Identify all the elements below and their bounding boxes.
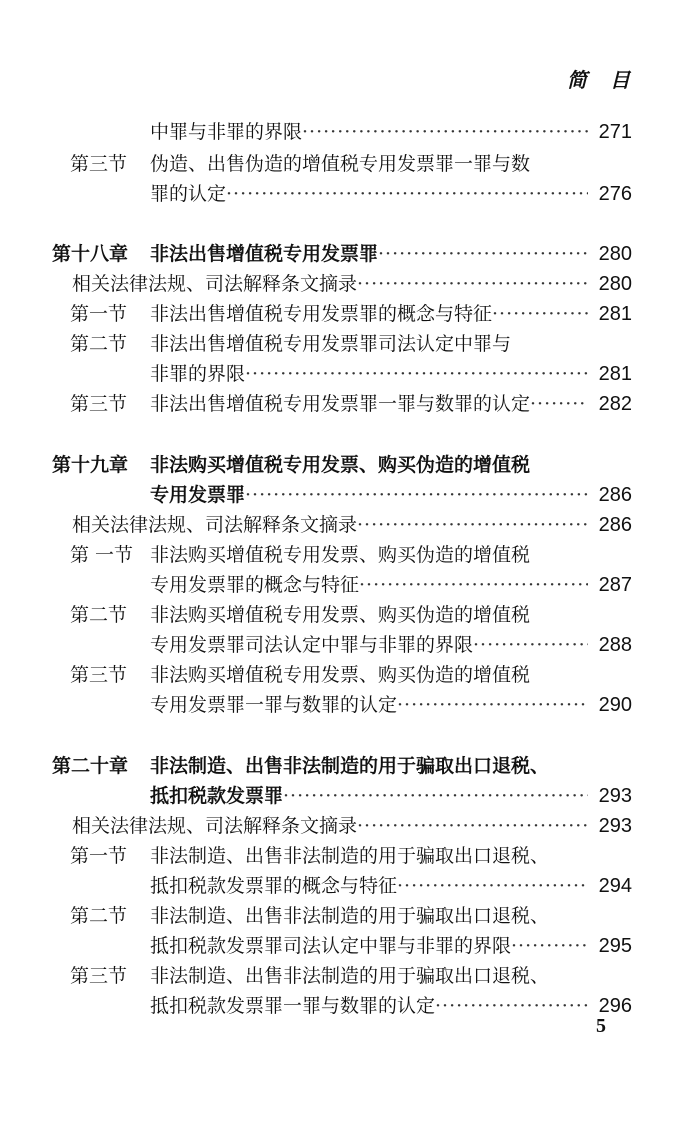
section-label: 第二节: [70, 905, 128, 927]
toc-entry[interactable]: [150, 359, 632, 389]
toc-entry-title: 相关法律法规、司法解释条文摘录: [72, 514, 358, 536]
toc-entry-title: 抵扣税款发票罪司法认定中罪与非罪的界限: [150, 935, 512, 957]
dot-leader: [245, 359, 588, 389]
chapter-title: 非法制造、出售非法制造的用于骗取出口退税、: [150, 755, 550, 777]
toc-entry-title: 中罪与非罪的界限: [150, 121, 303, 143]
toc-entry-page: 294: [598, 875, 632, 897]
chapter-title: 抵扣税款发票罪: [150, 785, 284, 807]
dot-leader: [302, 117, 588, 147]
toc-entry[interactable]: [70, 841, 632, 871]
toc-entry-page: 281: [598, 363, 632, 385]
dot-leader: [435, 991, 588, 1021]
toc-entry-title: 非罪的界限: [150, 363, 246, 385]
toc-entry[interactable]: [70, 600, 632, 630]
toc-chapter-entry[interactable]: [150, 781, 632, 811]
toc-entry[interactable]: [150, 179, 632, 209]
section-label: 第三节: [70, 393, 128, 415]
dot-leader: [283, 781, 588, 811]
toc-entry-title: 非法购买增值税专用发票、购买伪造的增值税: [150, 544, 531, 566]
dot-leader: [511, 931, 588, 961]
toc-entry-page: 296: [598, 995, 632, 1017]
toc-entry[interactable]: [150, 630, 632, 660]
toc-entry-title: 抵扣税款发票罪一罪与数罪的认定: [150, 995, 436, 1017]
page-number: 5: [596, 1015, 606, 1037]
section-label: 第三节: [70, 664, 128, 686]
toc-entry-page: 286: [598, 514, 632, 536]
toc-entry-page: 276: [598, 183, 632, 205]
section-label: 第二节: [70, 604, 128, 626]
chapter-title: 专用发票罪: [150, 484, 246, 506]
toc-entry-page: 282: [598, 393, 632, 415]
toc-chapter-entry[interactable]: [150, 480, 632, 510]
toc-entry-title: 非法出售增值税专用发票罪司法认定中罪与: [150, 333, 512, 355]
toc-entry[interactable]: [70, 389, 632, 419]
dot-leader: [357, 269, 588, 299]
toc-entry-title: 非法制造、出售非法制造的用于骗取出口退税、: [150, 965, 550, 987]
toc-chapter-entry[interactable]: [52, 450, 632, 480]
toc-entry[interactable]: [72, 811, 632, 841]
toc-entry-title: 专用发票罪一罪与数罪的认定: [150, 694, 398, 716]
toc-entry[interactable]: [72, 269, 632, 299]
dot-leader: [357, 510, 588, 540]
dot-leader: [357, 811, 588, 841]
toc-chapter-entry[interactable]: [52, 239, 632, 269]
running-header: 简 目: [567, 68, 638, 92]
toc-entry[interactable]: [70, 299, 632, 329]
toc-entry[interactable]: [72, 510, 632, 540]
toc-entry-page: 271: [598, 121, 632, 143]
toc-entry-title: 相关法律法规、司法解释条文摘录: [72, 273, 358, 295]
dot-leader: [530, 389, 588, 419]
toc-entry-page: 293: [598, 785, 632, 807]
toc-entry[interactable]: [70, 329, 632, 359]
toc-entry-title: 伪造、出售伪造的增值税专用发票罪一罪与数: [150, 153, 531, 175]
toc-entry-title: 非法购买增值税专用发票、购买伪造的增值税: [150, 664, 531, 686]
section-label: 第三节: [70, 153, 128, 175]
chapter-label: 第十八章: [52, 243, 129, 265]
toc-entry[interactable]: [150, 871, 632, 901]
toc-entry-title: 非法购买增值税专用发票、购买伪造的增值税: [150, 604, 531, 626]
toc-entry[interactable]: [70, 961, 632, 991]
dot-leader: [226, 179, 588, 209]
dot-leader: [473, 630, 588, 660]
dot-leader: [359, 570, 588, 600]
chapter-label: 第二十章: [52, 755, 129, 777]
dot-leader: [245, 480, 588, 510]
toc-entry[interactable]: [150, 690, 632, 720]
toc-entry[interactable]: [150, 991, 632, 1021]
toc-chapter-entry[interactable]: [52, 751, 632, 781]
toc-entry[interactable]: [70, 901, 632, 931]
toc-entry-title: 非法制造、出售非法制造的用于骗取出口退税、: [150, 845, 550, 867]
toc-entry[interactable]: [70, 660, 632, 690]
toc-entry-title: 专用发票罪的概念与特征: [150, 574, 360, 596]
section-label: 第一节: [70, 845, 128, 867]
chapter-title: 非法购买增值税专用发票、购买伪造的增值税: [150, 454, 531, 476]
toc-entry-title: 非法出售增值税专用发票罪一罪与数罪的认定: [150, 393, 531, 415]
chapter-title: 非法出售增值税专用发票罪: [150, 243, 379, 265]
section-label: 第二节: [70, 333, 128, 355]
section-label: 第三节: [70, 965, 128, 987]
toc-entry[interactable]: [150, 931, 632, 961]
dot-leader: [397, 690, 588, 720]
toc-entry-title: 抵扣税款发票罪的概念与特征: [150, 875, 398, 897]
section-label: 第 一节: [70, 544, 134, 566]
toc-entry-page: 288: [598, 634, 632, 656]
dot-leader: [397, 871, 588, 901]
dot-leader: [378, 239, 588, 269]
chapter-label: 第十九章: [52, 454, 129, 476]
toc-entry[interactable]: [70, 149, 632, 179]
toc-entry-page: 281: [598, 303, 632, 325]
toc-entry-page: 280: [598, 273, 632, 295]
toc-entry-page: 280: [598, 243, 632, 265]
toc-entry[interactable]: [150, 570, 632, 600]
toc-entry-page: 290: [598, 694, 632, 716]
toc-entry-title: 非法出售增值税专用发票罪的概念与特征: [150, 303, 493, 325]
toc-entry-title: 专用发票罪司法认定中罪与非罪的界限: [150, 634, 474, 656]
toc-entry-page: 293: [598, 815, 632, 837]
section-label: 第一节: [70, 303, 128, 325]
toc-entry-page: 286: [598, 484, 632, 506]
dot-leader: [492, 299, 588, 329]
toc-entry[interactable]: [150, 117, 632, 147]
toc-entry-title: 相关法律法规、司法解释条文摘录: [72, 815, 358, 837]
toc-entry-title: 罪的认定: [150, 183, 227, 205]
toc-entry-page: 295: [598, 935, 632, 957]
toc-entry-title: 非法制造、出售非法制造的用于骗取出口退税、: [150, 905, 550, 927]
toc-entry[interactable]: [70, 540, 632, 570]
toc-entry-page: 287: [598, 574, 632, 596]
